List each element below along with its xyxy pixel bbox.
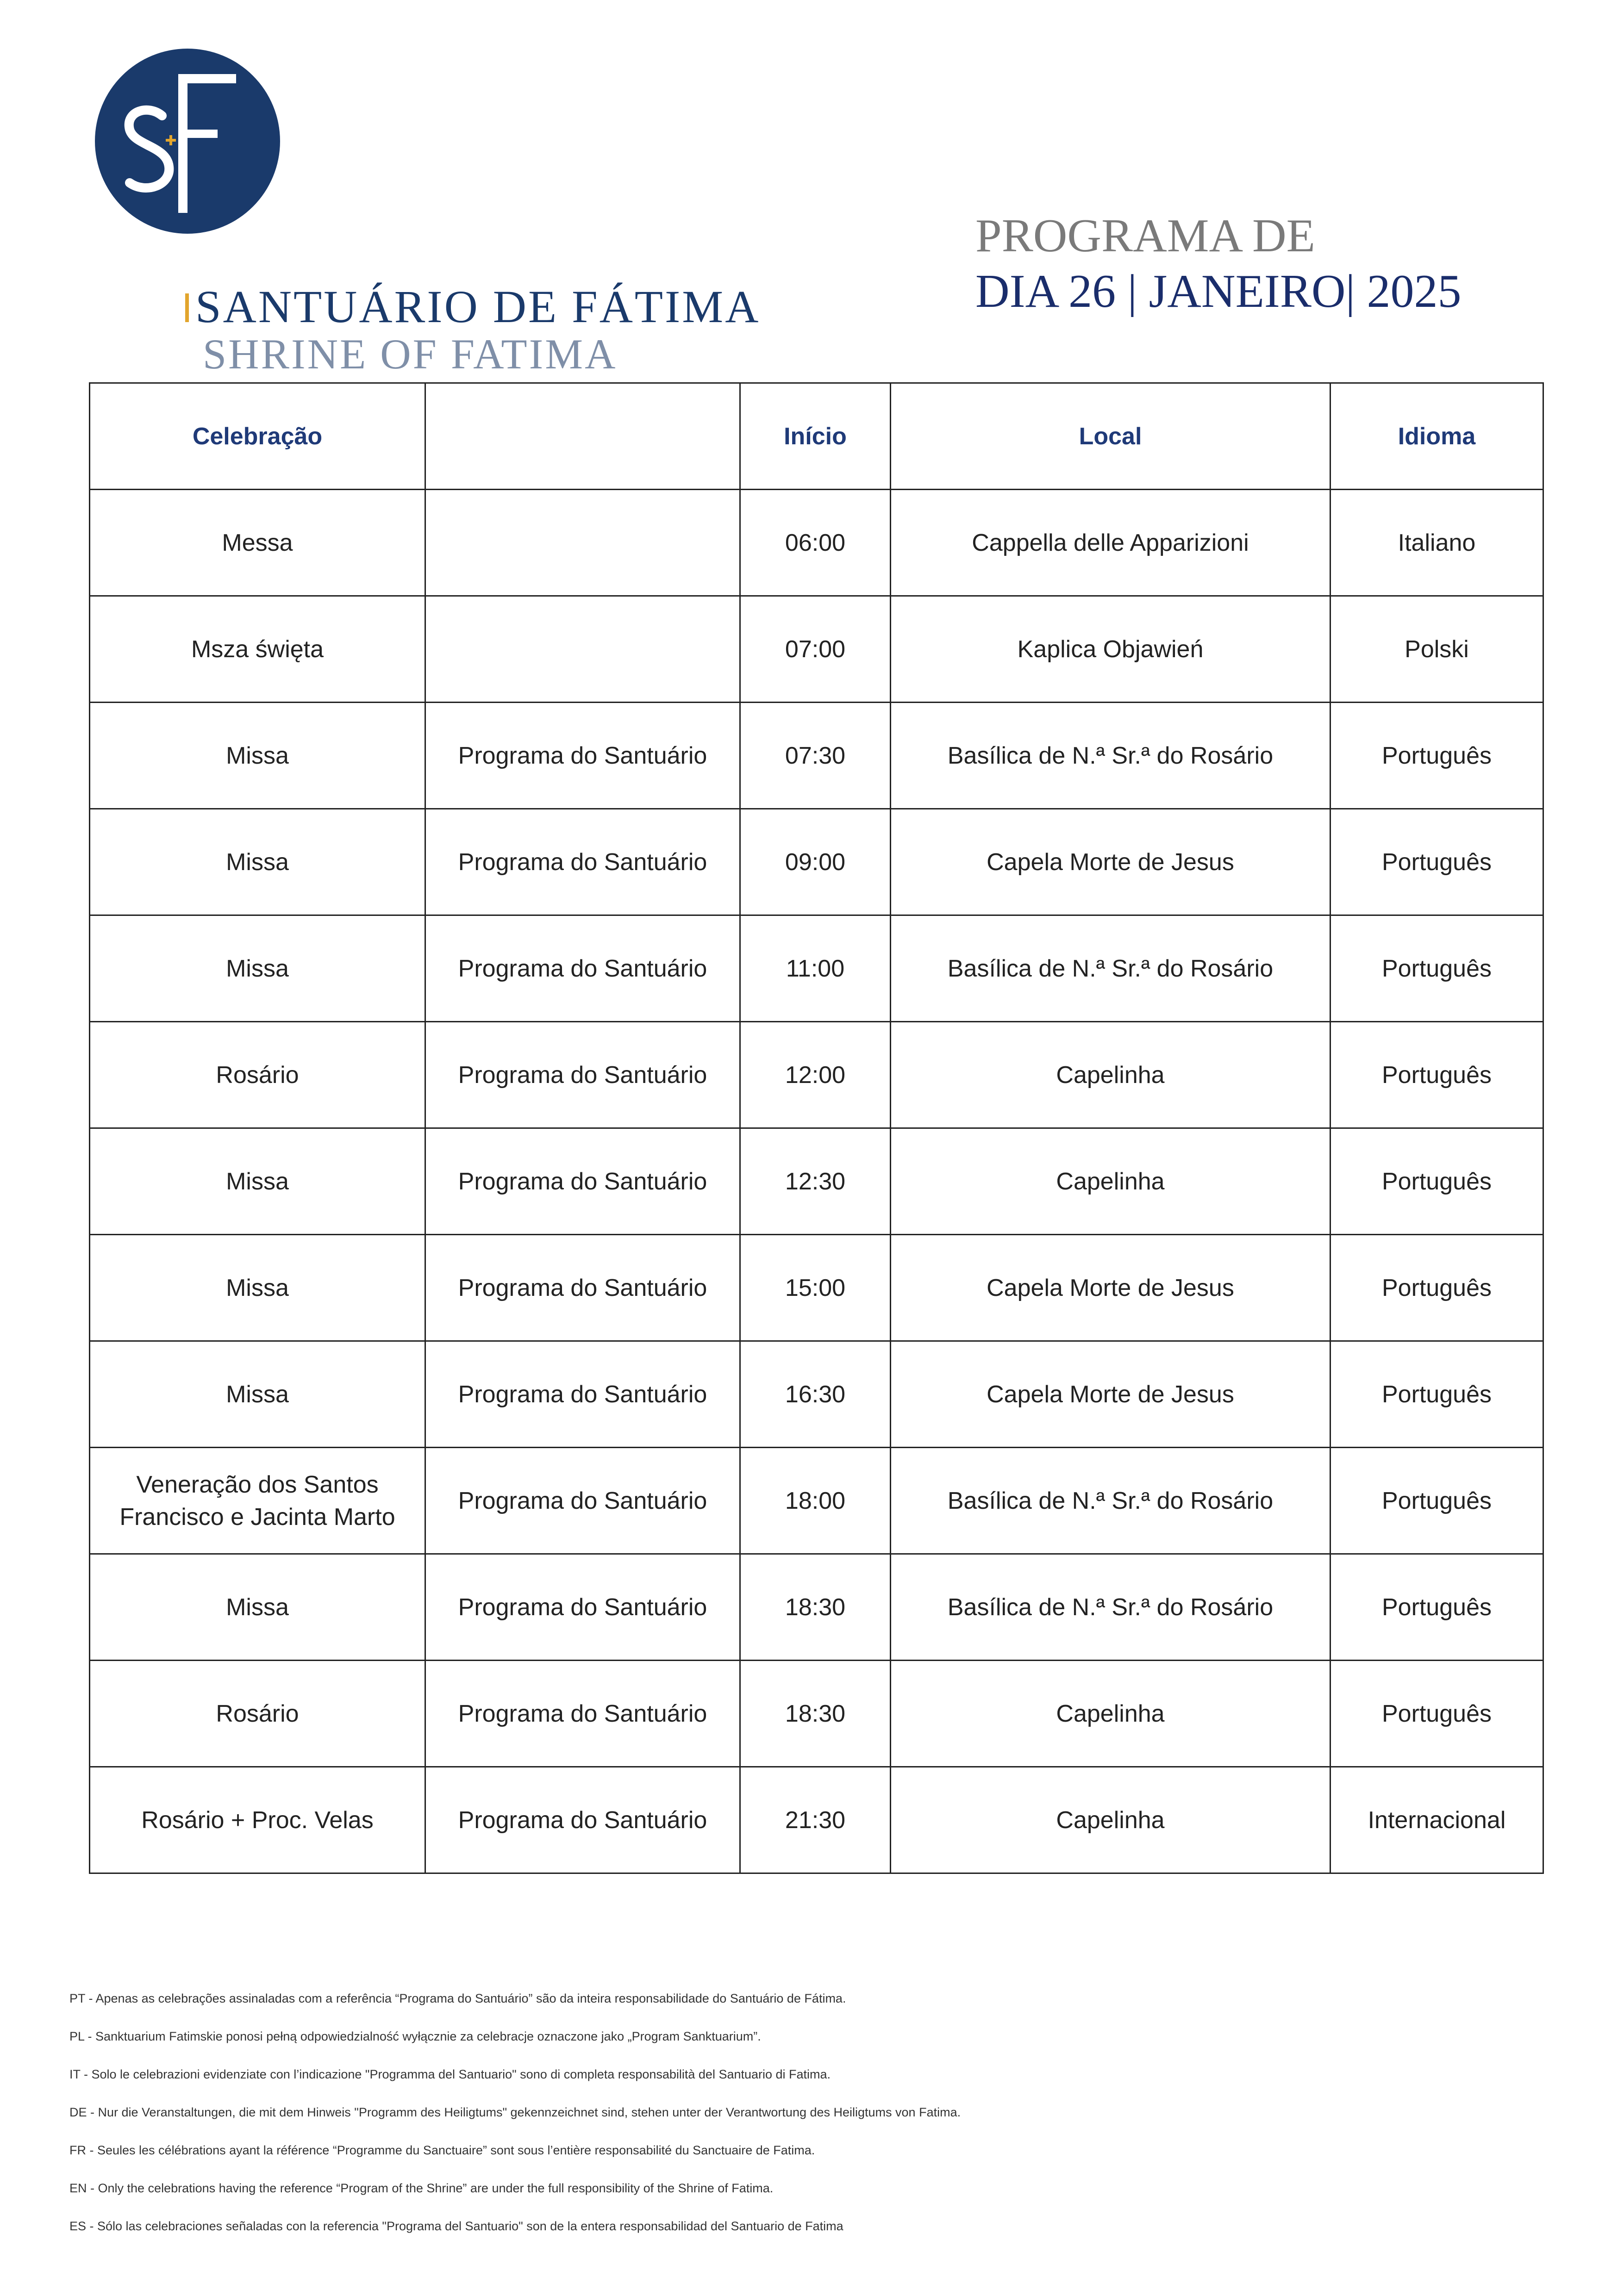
header-program: [425, 383, 740, 490]
responsibility-notes: [69, 1990, 1551, 2256]
cell-celebration: Missa: [90, 1128, 425, 1235]
cell-program: Programa do Santuário: [425, 1448, 740, 1554]
cell-celebration: Veneração dos Santos Francisco e Jacinta Marto: [90, 1448, 425, 1554]
note-pl: PL - Sanktuarium Fatimskie ponosi pełną odpowiedzialność wyłącznie za celebracje oznaczone jako „Program Sanktuarium”.: [69, 2029, 761, 2043]
note-en: EN - Only the celebrations having the reference “Program of the Shrine” are under the full responsibility of the Shrine of Fatima.: [69, 2181, 774, 2195]
cell-program: Programa do Santuário: [425, 1767, 740, 1873]
table-row: [90, 1128, 1543, 1235]
cell-start: 12:00: [740, 1022, 891, 1128]
header-start: Início: [740, 383, 891, 490]
cell-program: Programa do Santuário: [425, 1128, 740, 1235]
table-header-row: [90, 383, 1543, 490]
cell-program: [425, 596, 740, 703]
cell-program: Programa do Santuário: [425, 915, 740, 1022]
cell-celebration: Missa: [90, 1235, 425, 1341]
table-row: [90, 1235, 1543, 1341]
note-de: DE - Nur die Veranstaltungen, die mit dem Hinweis "Programm des Heiligtums" gekennzeichnet sind, stehen unter der Verantwortung des Heiligtums von Fatima.: [69, 2105, 961, 2119]
shrine-logo: [93, 46, 764, 378]
cell-celebration: Rosário: [90, 1661, 425, 1767]
cell-start: 16:30: [740, 1341, 891, 1448]
cell-celebration: Missa: [90, 809, 425, 915]
cell-program: Programa do Santuário: [425, 703, 740, 809]
cell-start: 18:30: [740, 1661, 891, 1767]
cell-celebration: Rosário: [90, 1022, 425, 1128]
cell-start: 07:00: [740, 596, 891, 703]
cell-celebration: Missa: [90, 915, 425, 1022]
cell-language: Português: [1330, 1341, 1543, 1448]
cell-language: Português: [1330, 1554, 1543, 1661]
cell-location: Capelinha: [891, 1022, 1330, 1128]
cell-celebration: Rosário + Proc. Velas: [90, 1767, 425, 1873]
cell-location: Capelinha: [891, 1661, 1330, 1767]
cell-location: Cappella delle Apparizioni: [891, 490, 1330, 596]
logo-title: [185, 280, 760, 333]
cell-location: Capela Morte de Jesus: [891, 1341, 1330, 1448]
program-heading: [975, 208, 1461, 319]
table-row: [90, 1661, 1543, 1767]
cell-start: 15:00: [740, 1235, 891, 1341]
cell-language: Português: [1330, 1128, 1543, 1235]
cell-language: Português: [1330, 1022, 1543, 1128]
cell-language: Português: [1330, 809, 1543, 915]
cell-start: 06:00: [740, 490, 891, 596]
cell-start: 11:00: [740, 915, 891, 1022]
cell-program: Programa do Santuário: [425, 1341, 740, 1448]
table-row: [90, 809, 1543, 915]
header-location: Local: [891, 383, 1330, 490]
table-row: [90, 1448, 1543, 1554]
logo-accent-bar: [185, 293, 189, 322]
cell-language: Polski: [1330, 596, 1543, 703]
cell-program: Programa do Santuário: [425, 1661, 740, 1767]
note-fr: FR - Seules les célébrations ayant la référence “Programme du Sanctuaire” sont sous l’entière responsabilité du Sanctuaire de Fatima.: [69, 2143, 815, 2157]
cell-location: Capela Morte de Jesus: [891, 1235, 1330, 1341]
cell-location: Basílica de N.ª Sr.ª do Rosário: [891, 1554, 1330, 1661]
cell-celebration: Messa: [90, 490, 425, 596]
cell-celebration: Msza święta: [90, 596, 425, 703]
cell-location: Basílica de N.ª Sr.ª do Rosário: [891, 703, 1330, 809]
cell-location: Basílica de N.ª Sr.ª do Rosário: [891, 915, 1330, 1022]
heading-date: DIA 26 | JANEIRO| 2025: [975, 265, 1462, 317]
cell-program: Programa do Santuário: [425, 809, 740, 915]
cell-celebration: Missa: [90, 1554, 425, 1661]
cell-language: Português: [1330, 1235, 1543, 1341]
cell-start: 18:00: [740, 1448, 891, 1554]
note-pt: PT - Apenas as celebrações assinaladas com a referência “Programa do Santuário” são da inteira responsabilidade do Santuário de Fátima.: [69, 1991, 846, 2005]
cell-program: Programa do Santuário: [425, 1235, 740, 1341]
table-row: [90, 915, 1543, 1022]
table-row: [90, 1341, 1543, 1448]
cell-language: Português: [1330, 1661, 1543, 1767]
cell-start: 21:30: [740, 1767, 891, 1873]
cell-start: 12:30: [740, 1128, 891, 1235]
cell-language: Internacional: [1330, 1767, 1543, 1873]
note-it: IT - Solo le celebrazioni evidenziate con l’indicazione "Programma del Santuario" sono di completa responsabilità del Santuario di Fatima.: [69, 2067, 831, 2081]
cell-program: Programa do Santuário: [425, 1022, 740, 1128]
sf-monogram-emblem: [93, 46, 282, 236]
schedule-table: [89, 382, 1544, 1874]
cell-start: 09:00: [740, 809, 891, 915]
cell-program: Programa do Santuário: [425, 1554, 740, 1661]
table-row: [90, 1767, 1543, 1873]
cell-language: Italiano: [1330, 490, 1543, 596]
header-language: Idioma: [1330, 383, 1543, 490]
table-row: [90, 703, 1543, 809]
header-celebration: Celebração: [90, 383, 425, 490]
table-row: [90, 1554, 1543, 1661]
heading-line-1: PROGRAMA DE: [975, 210, 1315, 262]
cell-location: Capelinha: [891, 1128, 1330, 1235]
cell-language: Português: [1330, 915, 1543, 1022]
note-es: ES - Sólo las celebraciones señaladas con la referencia "Programa del Santuario" son de la entera responsabilidad del Santuario de Fatima: [69, 2219, 843, 2233]
table-row: [90, 596, 1543, 703]
cell-location: Capela Morte de Jesus: [891, 809, 1330, 915]
cell-start: 07:30: [740, 703, 891, 809]
cell-start: 18:30: [740, 1554, 891, 1661]
cell-location: Basílica de N.ª Sr.ª do Rosário: [891, 1448, 1330, 1554]
logo-line-1: SANTUÁRIO DE FÁTIMA: [195, 281, 761, 332]
cell-language: Português: [1330, 1448, 1543, 1554]
cell-program: [425, 490, 740, 596]
cell-location: Kaplica Objawień: [891, 596, 1330, 703]
cell-language: Português: [1330, 703, 1543, 809]
table-row: [90, 490, 1543, 596]
table-row: [90, 1022, 1543, 1128]
logo-line-2: SHRINE OF FATIMA: [203, 330, 618, 378]
cell-location: Capelinha: [891, 1767, 1330, 1873]
cell-celebration: Missa: [90, 1341, 425, 1448]
cell-celebration: Missa: [90, 703, 425, 809]
schedule-body: [90, 490, 1543, 1873]
